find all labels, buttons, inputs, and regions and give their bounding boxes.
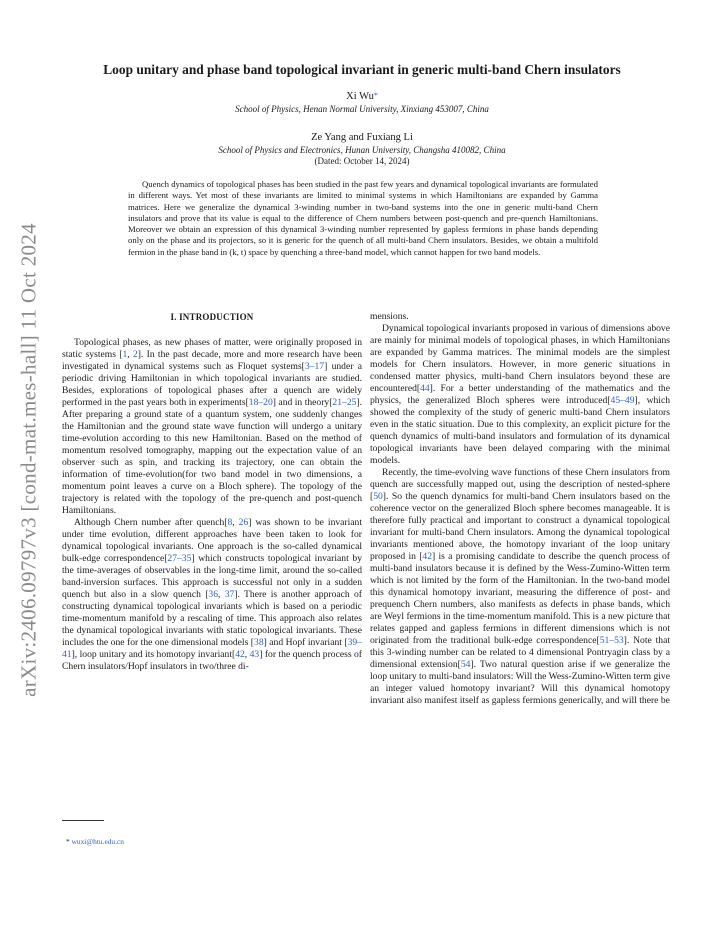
- arxiv-identifier: arXiv:2406.09797v3 [cond-mat.mes-hall] 11 Oct 2024: [16, 223, 41, 697]
- paragraph-text: ]. For a better understanding of the mathematics and the physics, the generalized Bloch spheres were introduced[: [370, 383, 670, 406]
- paragraph-text: Although Chern number after quench[: [74, 517, 228, 528]
- citation-link[interactable]: 42: [235, 649, 245, 660]
- paragraph-text: ]. So the quench dynamics for multi-band Chern insulators based on the coherence vector on the generalized Bloch sphere becomes manageable. It is therefore fully practical and important to construct a dynamical topological invariant for multi-band Chern insulators. Among the dynamical topological invariants mentioned above, the homotopy invariant of the loop unitary proposed in [: [370, 491, 670, 562]
- citation-link[interactable]: 26: [238, 517, 249, 528]
- paragraph-text: ] for the quench process of Chern insulators/Hopf insulators in two/three di-: [62, 649, 362, 672]
- citation-link[interactable]: 43: [249, 649, 260, 660]
- paragraph-text: Recently, the time-evolving wave functions of these Chern insulators from quench are successfully mapped out, using the description of nested-sphere [: [370, 467, 670, 502]
- citation-link[interactable]: 54: [460, 659, 471, 670]
- right-column-body: [370, 311, 670, 707]
- author-names-2: Ze Yang and Fuxiang Li: [311, 132, 413, 143]
- author-affiliation-2: School of Physics and Electronics, Hunan University, Changsha 410082, China: [218, 145, 506, 155]
- footnote-mark: *: [66, 837, 70, 846]
- paragraph-text: ] which constructs topological invariant by the time-averages of observables in the long-time limit, around the so-called band-inversion surfaces. This approach is successful not only in a sudden quench but also in a slow quench [: [62, 553, 363, 600]
- citation-link[interactable]: 37: [224, 589, 235, 600]
- paragraph-text: ] and Hopf invariant [: [263, 637, 348, 648]
- paragraph-text: Dynamical topological invariants proposed in various of dimensions above are mainly for minimal models of topological phases, in which Hamiltonians are expanded by Gamma matrices. The minimal models are the simplest models for Chern insulators. However, in more generic situations in condensed matter physics, multi-band Chern insulators beyond these are encountered[: [370, 323, 670, 394]
- right-paragraph: [370, 311, 670, 323]
- footnote-rule: [62, 820, 104, 821]
- paragraph-text: ,: [232, 517, 239, 528]
- citation-link[interactable]: 3–17: [304, 361, 325, 372]
- citation-link[interactable]: 27–35: [167, 553, 192, 564]
- citation-link[interactable]: 36: [208, 589, 218, 600]
- paragraph-text: ,: [127, 349, 133, 360]
- right-paragraph: [370, 323, 670, 467]
- citation-link[interactable]: 39–41: [62, 637, 363, 660]
- left-column: [62, 311, 362, 673]
- right-column: [370, 311, 670, 707]
- paragraph-text: mensions.: [370, 311, 409, 322]
- citation-link[interactable]: 38: [254, 637, 264, 648]
- footnote: [66, 837, 124, 846]
- paragraph-text: ], loop unitary and its homotopy invariant[: [71, 649, 236, 660]
- citation-link[interactable]: 1: [122, 349, 128, 360]
- citation-link[interactable]: 45–49: [610, 395, 635, 406]
- dated-line: (Dated: October 14, 2024): [314, 156, 410, 166]
- paragraph-text: ]. In the past decade, more and more research have been investigated in dynamical systems such as Floquet systems[: [62, 349, 363, 372]
- paragraph-text: ] under a periodic driving Hamiltonian in which topological invariants are studied. Besides, explorations of topological phases after a quench are widely performed in the past years both in experiments[: [62, 361, 362, 408]
- arxiv-identifier-sidebar: [6, 140, 52, 780]
- section-heading: I. INTRODUCTION: [170, 312, 254, 322]
- paragraph-text: ] is a promising candidate to describe the quench process of multi-band insulators because it is defined by the Wess-Zumino-Witten term which is not limited by the form of the Hamiltonian. In the two-band model this dynamical homotopy invariant, measuring the difference of post- and prequench Chern numbers, also manifests as defects in phase bands, which are Weyl fermions in the time-momentum manifold. This is a new picture that relates gapped and gapless fermions in different dimensions which is not originated from the traditional bulk-edge correspondence[: [370, 551, 670, 646]
- paper-title: Loop unitary and phase band topological invariant in generic multi-band Chern insulators: [103, 62, 621, 77]
- left-paragraph: [62, 517, 362, 673]
- paragraph-text: ]. Two natural question arise if we generalize the loop unitary to multi-band insulators: Will the Wess-Zumino-Witten term give an integer valued homotopy invariant? Will this dynamical homotopy invariant also manifest itself as gapless fermions generically, and will there be: [370, 659, 670, 706]
- paragraph-text: ] was shown to be invariant under time evolution, different approaches have been taken to look for dynamical topological invariants. One approach is the so-called dynamical bulk-edge correspondence[: [62, 517, 363, 564]
- citation-link[interactable]: 18–20: [248, 397, 273, 408]
- paragraph-text: ]. Note that this 3-winding number can be related to 4 dimensional Pontryagin class by a dimensional extension[: [370, 635, 670, 670]
- citation-link[interactable]: 2: [132, 349, 138, 360]
- paragraph-text: ]. After preparing a ground state of a quantum system, one suddenly changes the Hamiltonian and the ground state wave function will undergo a unitary time-evolution according to this new Hamiltonian. Based on the method of momentum resolved tomography, mapping out the expectation value of an observer such as spin, and tracking its trajectory, one can obtain the information of time-evolution(for two band model in two dimensions, a momentum point leaves a curve on a Bloch sphere). The topology of the trajectory is related with the topology of the pre-quench and post-quench Hamiltonians.: [62, 397, 362, 516]
- right-paragraph: [370, 467, 670, 707]
- citation-link[interactable]: 44: [420, 383, 430, 394]
- paragraph-text: ,: [244, 649, 250, 660]
- citation-link[interactable]: 51–53: [599, 635, 624, 646]
- author-email-link[interactable]: wuxi@htu.edu.cn: [71, 837, 124, 846]
- author-name: Xi Wu: [346, 91, 374, 102]
- left-column-body: [62, 337, 362, 673]
- paragraph-text: ,: [217, 589, 225, 600]
- author-affiliation-1: School of Physics, Henan Normal University, Xinxiang 453007, China: [235, 104, 489, 114]
- citation-link[interactable]: 42: [422, 551, 432, 562]
- citation-link[interactable]: 21–25: [332, 397, 357, 408]
- paragraph-text: ]. There is another approach of constructing dynamical topological invariants which is based on a periodic time-momentum manifold by a rescaling of time. This approach also relates the dynamical topological invariants with static topological invariants. These includes the one for the one dimensional models [: [62, 589, 362, 648]
- paragraph-text: ] and in theory[: [272, 397, 333, 408]
- paragraph-text: Topological phases, as new phases of matter, were originally proposed in static systems [: [62, 337, 362, 360]
- author-line-1: [70, 91, 654, 102]
- paragraph-text: ], which showed the complexity of the study of generic multi-band Chern insulators even in the static situation. Due to this complexity, an explicit picture for the quench dynamics of multi-band insulators and formulation of its dynamical topological invariants have been delayed comparing with the minimal models.: [370, 395, 671, 466]
- abstract: Quench dynamics of topological phases has been studied in the past few years and dynamical topological invariants are formulated in different ways. Yet most of these invariants are limited to minimal systems in which Hamiltonians are expanded by Gamma matrices. Here we generalize the dynamical 3-winding number in two-band systems into the one in generic multi-band Chern insulators and prove that its value is equal to the difference of Chern numbers between post-quench and pre-quench Hamiltonians. Moreover we obtain an expression of this dynamical 3-winding number represented by gapless fermions in phase bands depending only on the phase and its projectors, so it is generic for the quench of all multi-band Chern insulators. Besides, we obtain a multifold fermion in the phase band in (k, t) space by quenching a three-band model, which cannot happen for two band models.: [128, 179, 598, 257]
- left-paragraph: [62, 337, 362, 517]
- citation-link[interactable]: 50: [373, 491, 383, 502]
- author-footnote-mark[interactable]: *: [373, 91, 378, 100]
- citation-link[interactable]: 8: [227, 517, 233, 528]
